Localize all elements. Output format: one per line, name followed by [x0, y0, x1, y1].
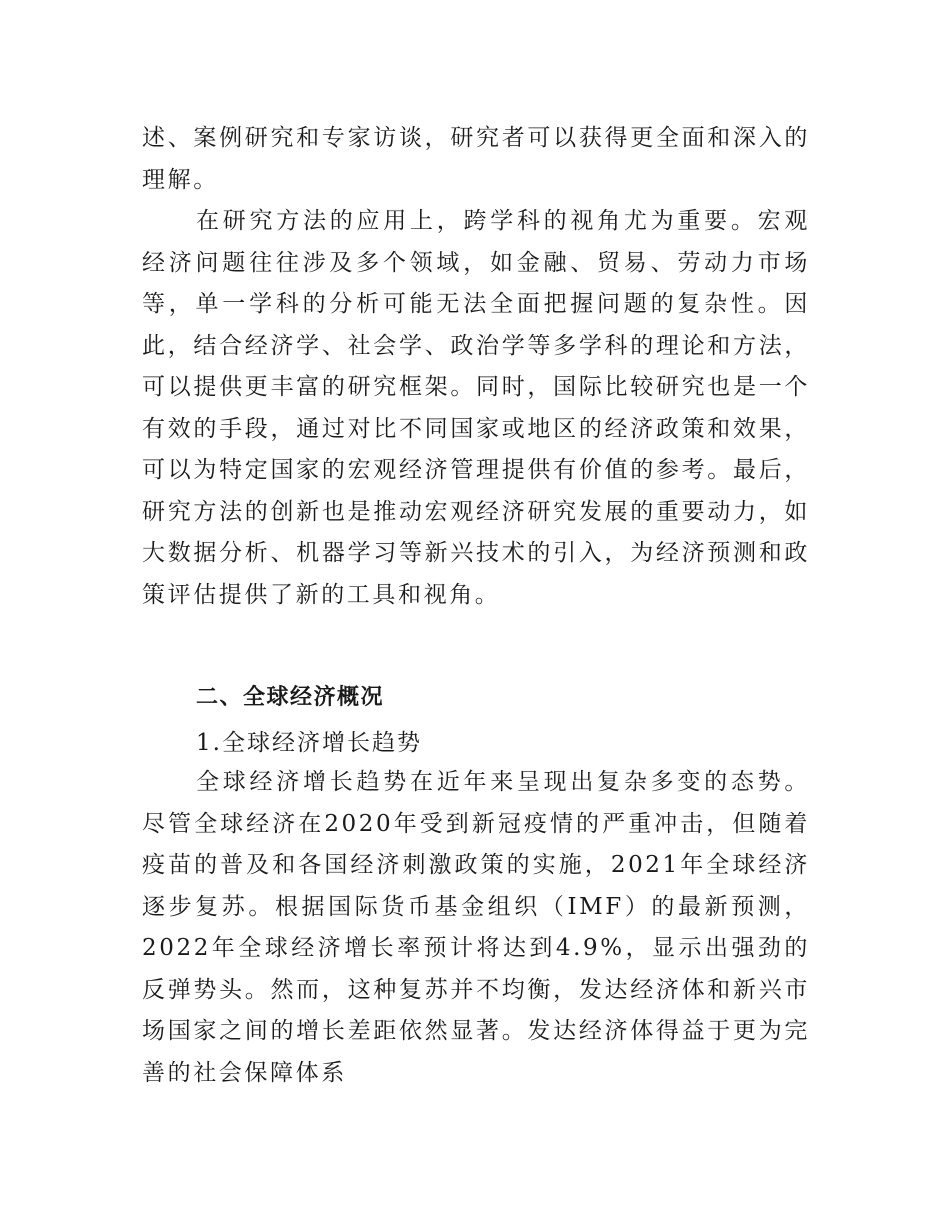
subsection-heading: 1.全球经济增长趋势 [196, 730, 422, 756]
paragraph-global-growth: 全球经济增长趋势在近年来呈现出复杂多变的态势。尽管全球经济在2020年受到新冠疫情的严重冲击，但随着疫苗的普及和各国经济刺激政策的实施，2021年全球经济逐步复苏。根据国际货币基金组织（IMF）的最新预测，2022年全球经济增长率预计将达到4.9%，显示出强劲的反弹势头。然而，这种复苏并不均衡，发达经济体和新兴市场国家之间的增长差距依然显著。发达经济体得益于更为完善的社会保障体系 [142, 769, 810, 1086]
section-heading: 二、全球经济概况 [196, 685, 385, 710]
paragraph-research-methods: 在研究方法的应用上，跨学科的视角尤为重要。宏观经济问题往往涉及多个领域，如金融、贸易、劳动力市场等，单一学科的分析可能无法全面把握问题的复杂性。因此，结合经济学、社会学、政治学等多学科的理论和方法，可以提供更丰富的研究框架。同时，国际比较研究也是一个有效的手段，通过对比不同国家或地区的经济政策和效果，可以为特定国家的宏观经济管理提供有价值的参考。最后，研究方法的创新也是推动宏观经济研究发展的重要动力，如大数据分析、机器学习等新兴技术的引入，为经济预测和政策评估提供了新的工具和视角。 [142, 208, 810, 608]
paragraph-continued-block [142, 118, 810, 616]
paragraph-continued: 述、案例研究和专家访谈，研究者可以获得更全面和深入的理解。 [142, 125, 810, 193]
paragraph-growth-block [142, 762, 810, 1094]
